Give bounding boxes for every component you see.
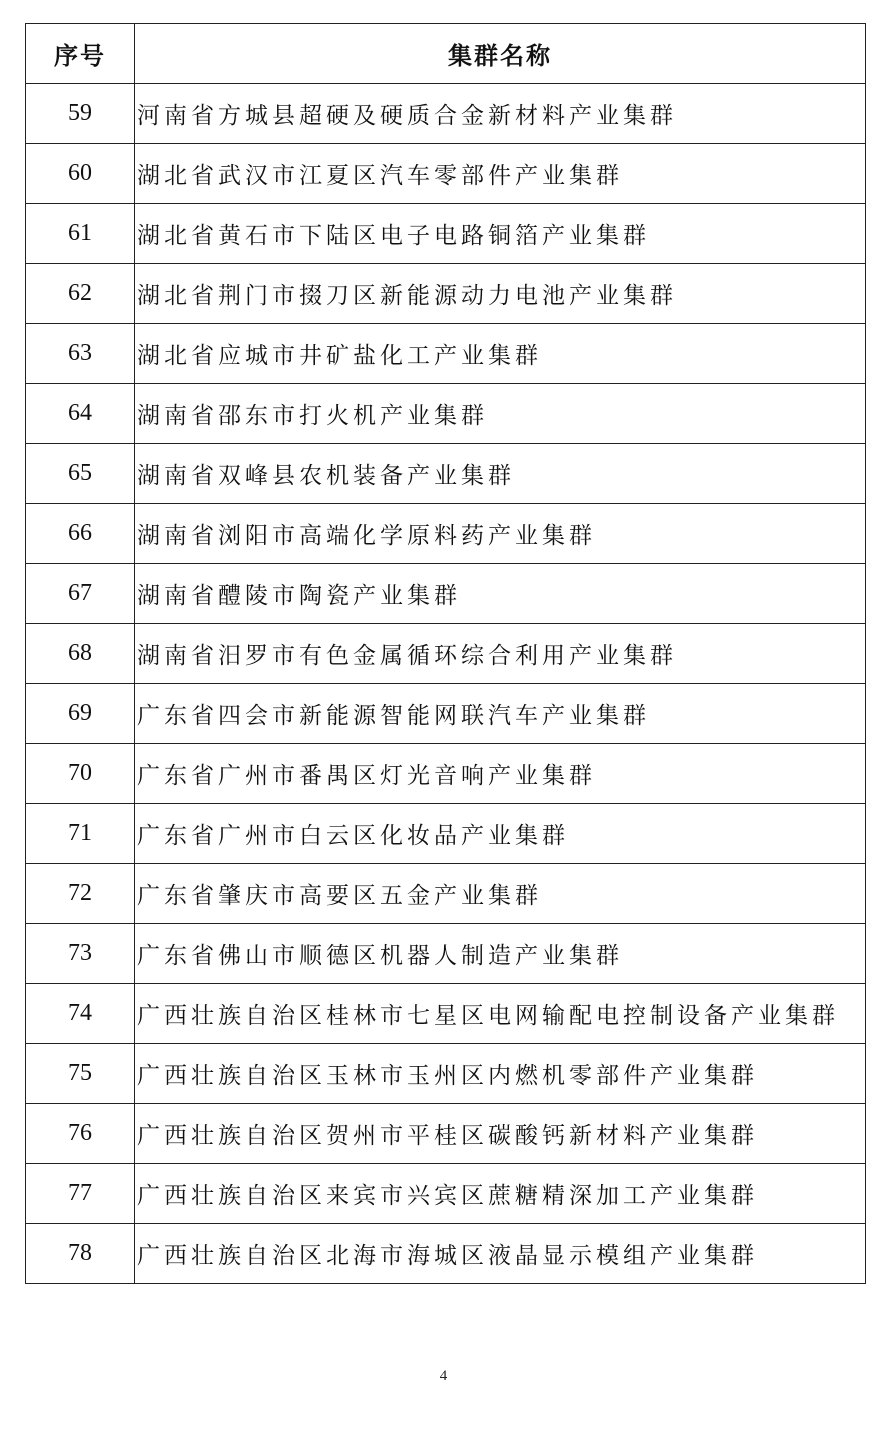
serial-number-cell: 68 <box>26 624 135 684</box>
cluster-name-cell: 广西壮族自治区贺州市平桂区碳酸钙新材料产业集群 <box>135 1104 866 1164</box>
cluster-name-cell: 湖南省浏阳市高端化学原料药产业集群 <box>135 504 866 564</box>
cluster-name-cell: 湖南省汨罗市有色金属循环综合利用产业集群 <box>135 624 866 684</box>
table-row <box>26 924 866 984</box>
cluster-name-cell: 湖北省武汉市江夏区汽车零部件产业集群 <box>135 144 866 204</box>
cluster-name-cell: 广东省四会市新能源智能网联汽车产业集群 <box>135 684 866 744</box>
table-row <box>26 84 866 144</box>
table-row <box>26 624 866 684</box>
header-cluster-name: 集群名称 <box>135 24 866 84</box>
serial-number-cell: 70 <box>26 744 135 804</box>
cluster-name-cell: 广东省广州市番禺区灯光音响产业集群 <box>135 744 866 804</box>
serial-number-cell: 66 <box>26 504 135 564</box>
table-row <box>26 864 866 924</box>
serial-number-cell: 63 <box>26 324 135 384</box>
table-row <box>26 744 866 804</box>
cluster-name-cell: 湖南省醴陵市陶瓷产业集群 <box>135 564 866 624</box>
table-row <box>26 324 866 384</box>
table-row <box>26 444 866 504</box>
serial-number-cell: 76 <box>26 1104 135 1164</box>
table-row <box>26 984 866 1044</box>
table-row <box>26 684 866 744</box>
cluster-name-cell: 河南省方城县超硬及硬质合金新材料产业集群 <box>135 84 866 144</box>
table-header-row <box>26 24 866 84</box>
table-row <box>26 264 866 324</box>
serial-number-cell: 74 <box>26 984 135 1044</box>
serial-number-cell: 59 <box>26 84 135 144</box>
serial-number-cell: 75 <box>26 1044 135 1104</box>
table-row <box>26 804 866 864</box>
table-row <box>26 564 866 624</box>
serial-number-cell: 64 <box>26 384 135 444</box>
cluster-name-cell: 广西壮族自治区桂林市七星区电网输配电控制设备产业集群 <box>135 984 866 1044</box>
cluster-name-cell: 广东省肇庆市高要区五金产业集群 <box>135 864 866 924</box>
table-row <box>26 1224 866 1284</box>
cluster-table <box>25 23 866 1284</box>
table-row <box>26 144 866 204</box>
table-row <box>26 384 866 444</box>
serial-number-cell: 69 <box>26 684 135 744</box>
cluster-name-cell: 广东省广州市白云区化妆品产业集群 <box>135 804 866 864</box>
cluster-name-cell: 广西壮族自治区玉林市玉州区内燃机零部件产业集群 <box>135 1044 866 1104</box>
table-body <box>26 84 866 1284</box>
serial-number-cell: 77 <box>26 1164 135 1224</box>
header-serial-number: 序号 <box>26 24 135 84</box>
serial-number-cell: 61 <box>26 204 135 264</box>
cluster-name-cell: 湖北省应城市井矿盐化工产业集群 <box>135 324 866 384</box>
cluster-name-cell: 湖南省双峰县农机装备产业集群 <box>135 444 866 504</box>
serial-number-cell: 62 <box>26 264 135 324</box>
table-row <box>26 1044 866 1104</box>
serial-number-cell: 78 <box>26 1224 135 1284</box>
cluster-name-cell: 湖北省黄石市下陆区电子电路铜箔产业集群 <box>135 204 866 264</box>
serial-number-cell: 65 <box>26 444 135 504</box>
table-row <box>26 1104 866 1164</box>
serial-number-cell: 73 <box>26 924 135 984</box>
table-row <box>26 504 866 564</box>
cluster-name-cell: 湖北省荆门市掇刀区新能源动力电池产业集群 <box>135 264 866 324</box>
cluster-name-cell: 广西壮族自治区北海市海城区液晶显示模组产业集群 <box>135 1224 866 1284</box>
serial-number-cell: 72 <box>26 864 135 924</box>
cluster-name-cell: 广东省佛山市顺德区机器人制造产业集群 <box>135 924 866 984</box>
table-row <box>26 204 866 264</box>
page-number: 4 <box>439 1368 448 1384</box>
table-row <box>26 1164 866 1224</box>
serial-number-cell: 67 <box>26 564 135 624</box>
cluster-name-cell: 湖南省邵东市打火机产业集群 <box>135 384 866 444</box>
serial-number-cell: 71 <box>26 804 135 864</box>
serial-number-cell: 60 <box>26 144 135 204</box>
cluster-name-cell: 广西壮族自治区来宾市兴宾区蔗糖精深加工产业集群 <box>135 1164 866 1224</box>
